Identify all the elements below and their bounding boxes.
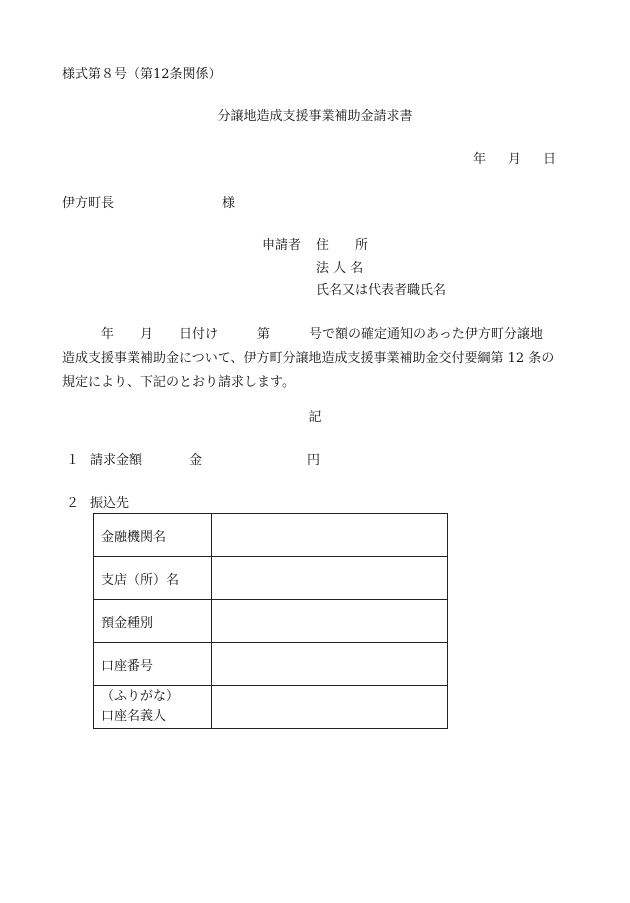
table-row (94, 557, 448, 600)
account-holder-field[interactable] (211, 686, 447, 729)
item1-label: 請求金額 (90, 453, 143, 468)
item1-number: １ (66, 453, 80, 468)
item1-kin: 金 (189, 453, 203, 468)
account-holder-label: 口座名義人 (101, 709, 167, 724)
bank-account-table (93, 513, 448, 729)
account-number-label: 口座番号 (94, 643, 212, 686)
account-number-field[interactable] (211, 643, 447, 686)
item-transfer-destination (66, 497, 129, 510)
item1-yen: 円 (307, 453, 321, 468)
bank-name-field[interactable] (211, 514, 447, 557)
date-line (473, 153, 556, 166)
branch-name-field[interactable] (211, 557, 447, 600)
table-row (94, 514, 448, 557)
request-body-text (62, 323, 570, 395)
body-line-1: 年 月 日付け 第 号で額の確定通知のあった伊方町分譲地 (62, 327, 543, 342)
body-line-3: 規定により、下記のとおり請求します。 (62, 375, 295, 390)
body-line-2: 造成支援事業補助金について、伊方町分譲地造成支援事業補助金交付要綱第 12 条の (62, 351, 555, 366)
addressee-honorific: 様 (222, 196, 236, 211)
item2-number: ２ (66, 496, 80, 511)
addressee-name: 伊方町長 (62, 196, 115, 211)
item-request-amount (66, 454, 320, 467)
document-title: 分譲地造成支援事業補助金請求書 (217, 109, 413, 124)
date-day: 日 (543, 152, 557, 167)
deposit-type-field[interactable] (211, 600, 447, 643)
applicant-address-label: 住 所 (316, 238, 369, 253)
date-year: 年 (473, 152, 487, 167)
date-month: 月 (508, 152, 522, 167)
table-row (94, 686, 448, 729)
account-holder-furigana: （ふりがな） (101, 689, 180, 704)
item2-label: 振込先 (90, 496, 130, 511)
deposit-type-label: 預金種別 (94, 600, 212, 643)
branch-name-label: 支店（所）名 (94, 557, 212, 600)
table-row (94, 643, 448, 686)
applicant-label: 申請者 (262, 238, 302, 253)
addressee (62, 197, 235, 210)
bank-name-label: 金融機関名 (94, 514, 212, 557)
form-number: 様式第８号（第12条関係） (62, 67, 222, 82)
ki-heading: 記 (308, 410, 322, 425)
applicant-corporation-label: 法 人 名 (316, 261, 364, 276)
table-row (94, 600, 448, 643)
account-holder-label-cell (94, 686, 212, 729)
applicant-representative-label: 氏名又は代表者職氏名 (316, 283, 447, 298)
